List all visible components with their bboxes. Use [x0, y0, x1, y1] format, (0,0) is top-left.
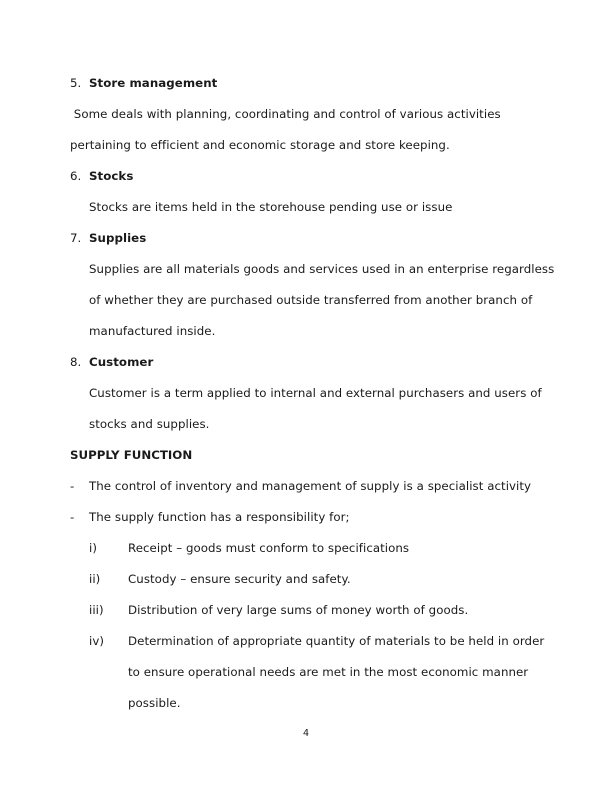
page-content — [70, 68, 555, 719]
definition-term: Stocks — [89, 169, 134, 183]
definition-marker: 7. — [70, 231, 82, 245]
bullet-marker: - — [70, 510, 75, 524]
definition-body-line: pertaining to efficient and economic storage and store keeping. — [70, 138, 450, 152]
definition-body-line: Stocks are items held in the storehouse pending use or issue — [89, 200, 453, 214]
bullet-marker: - — [70, 479, 75, 493]
definition-term: Store management — [89, 76, 218, 90]
bullet-item — [70, 502, 548, 533]
responsibility-text: Determination of appropriate quantity of materials to be held in order — [128, 634, 545, 648]
section-heading-supply-function: SUPPLY FUNCTION — [70, 448, 193, 462]
page-number: 4 — [302, 728, 310, 739]
definition-body-line: stocks and supplies. — [89, 417, 210, 431]
responsibility-item — [70, 533, 548, 564]
definition-marker: 5. — [70, 76, 82, 90]
definition-marker: 8. — [70, 355, 82, 369]
definition-body-line: manufactured inside. — [89, 324, 216, 338]
responsibility-text: Receipt – goods must conform to specifications — [128, 541, 410, 555]
definition-heading — [70, 347, 548, 378]
definition-marker: 6. — [70, 169, 82, 183]
responsibility-item — [70, 595, 548, 626]
bullet-text: The control of inventory and management of supply is a specialist activity — [89, 479, 532, 493]
responsibility-text: Custody – ensure security and safety. — [128, 572, 351, 586]
definition-heading — [70, 161, 548, 192]
definition-body-line: Customer is a term applied to internal and external purchasers and users of — [89, 386, 542, 400]
definition-body-line: Some deals with planning, coordinating and control of various activities — [70, 107, 501, 121]
responsibility-continuation-line: possible. — [128, 696, 181, 710]
definition-heading — [70, 68, 548, 99]
bullet-text: The supply function has a responsibility for; — [89, 510, 350, 524]
responsibility-text: Distribution of very large sums of money worth of goods. — [128, 603, 469, 617]
responsibility-continuation-line: to ensure operational needs are met in the most economic manner — [128, 665, 529, 679]
responsibility-marker: iii) — [89, 603, 104, 617]
definition-heading — [70, 223, 548, 254]
responsibility-marker: i) — [89, 541, 97, 555]
responsibility-item — [70, 564, 548, 595]
definition-body-line: Supplies are all materials goods and services used in an enterprise regardless — [89, 262, 555, 276]
definition-body-line: of whether they are purchased outside transferred from another branch of — [89, 293, 533, 307]
definition-term: Customer — [89, 355, 154, 369]
responsibility-marker: ii) — [89, 572, 101, 586]
bullet-item — [70, 471, 548, 502]
responsibility-item — [70, 626, 548, 657]
definition-term: Supplies — [89, 231, 147, 245]
responsibility-marker: iv) — [89, 634, 105, 648]
